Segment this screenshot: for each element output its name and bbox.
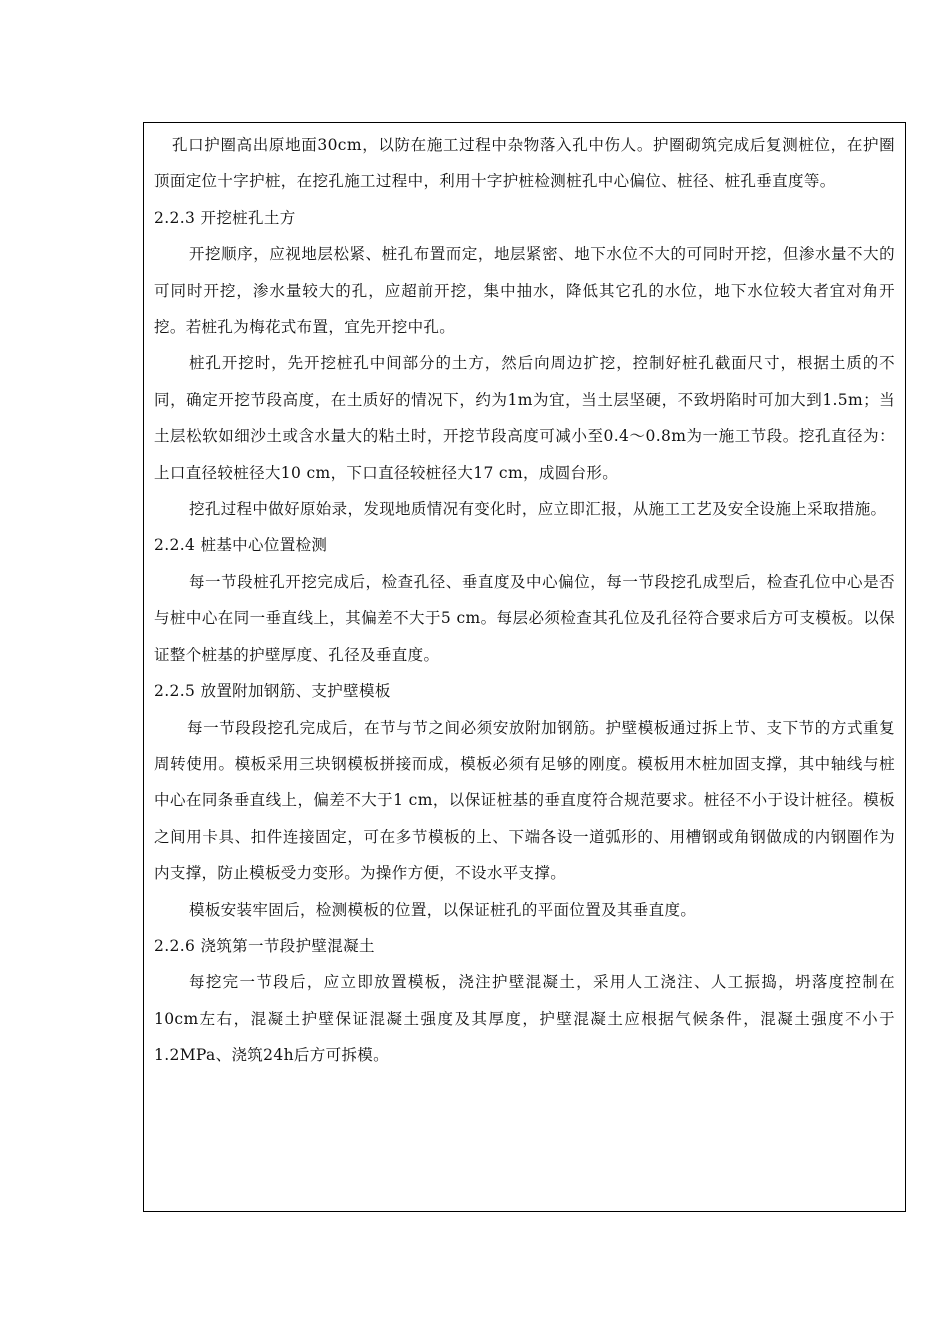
paragraph-formwork: 每一节段段挖孔完成后，在节与节之间必须安放附加钢筋。护壁模板通过拆上节、支下节的方式重复周转使用。模板采用三块钢模板拼接而成，模板必须有足够的刚度。模板用木桩加固支撑，其中轴线与桩中心在同条垂直线上，偏差不大于1 cm，以保证桩基的垂直度符合规范要求。桩径不小于设计桩径。模板之间用卡具、扣件连接固定，可在多节模板的上、下端各设一道弧形的、用槽钢或角钢做成的内钢圈作为内支撑，防止模板受力变形。为操作方便，不设水平支撑。	[154, 718, 895, 883]
section-heading-2-2-3: 2.2.3 开挖桩孔土方	[154, 208, 296, 227]
section-heading-2-2-4: 2.2.4 桩基中心位置检测	[154, 536, 328, 555]
section-heading-2-2-5: 2.2.5 放置附加钢筋、支护壁模板	[154, 682, 391, 701]
document-content	[154, 127, 895, 1074]
paragraph-recording: 挖孔过程中做好原始录，发现地质情况有变化时，应立即汇报，从施工工艺及安全设施上采取措施。	[189, 500, 887, 519]
section-heading-2-2-6: 2.2.6 浇筑第一节段护壁混凝土	[154, 936, 375, 955]
paragraph-pit-ring: 孔口护圈高出原地面30cm，以防在施工过程中杂物落入孔中伤人。护圈砌筑完成后复测桩位，在护圈顶面定位十字护桩，在挖孔施工过程中，利用十字护桩检测桩孔中心偏位、桩径、桩孔垂直度等。	[154, 136, 895, 191]
paragraph-excavation-method: 桩孔开挖时，先开挖桩孔中间部分的土方，然后向周边扩挖，控制好桩孔截面尺寸，根据土质的不同，确定开挖节段高度，在土质好的情况下，约为1m为宜，当土层坚硬，不致坍陷时可加大到1.5m；当土层松软如细沙土或含水量大的粘土时，开挖节段高度可减小至0.4～0.8m为一施工节段。挖孔直径为：上口直径较桩径大10 cm，下口直径较桩径大17 cm，成圆台形。	[154, 354, 895, 482]
paragraph-excavation-order: 开挖顺序，应视地层松紧、桩孔布置而定，地层紧密、地下水位不大的可同时开挖，但渗水量不大的可同时开挖，渗水量较大的孔，应超前开挖，集中抽水，降低其它孔的水位，地下水位较大者宜对角开挖。若桩孔为梅花式布置，宜先开挖中孔。	[154, 245, 895, 337]
document-frame	[143, 122, 906, 1212]
paragraph-center-check: 每一节段桩孔开挖完成后，检查孔径、垂直度及中心偏位，每一节段挖孔成型后，检查孔位中心是否与桩中心在同一垂直线上，其偏差不大于5 cm。每层必须检查其孔位及孔径符合要求后方可支模板。以保证整个桩基的护壁厚度、孔径及垂直度。	[154, 572, 895, 664]
paragraph-formwork-check: 模板安装牢固后，检测模板的位置，以保证桩孔的平面位置及其垂直度。	[189, 900, 697, 919]
paragraph-concrete-pouring: 每挖完一节段后，应立即放置模板，浇注护壁混凝土，采用人工浇注、人工振捣，坍落度控制在10cm左右，混凝土护壁保证混凝土强度及其厚度，护壁混凝土应根据气候条件，混凝土强度不小于1.2MPa、浇筑24h后方可拆模。	[154, 973, 895, 1065]
